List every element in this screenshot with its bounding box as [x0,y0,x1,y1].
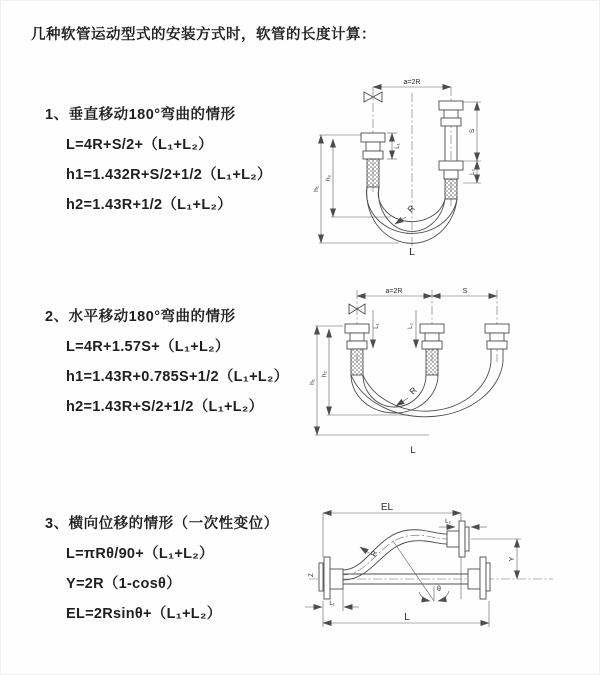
section-vertical-180 [45,103,272,220]
fitting [361,133,385,142]
diagram-vertical-180-u-bend [311,71,536,267]
diagram-horizontal-180-u-bend [309,282,549,462]
dim-label-a2r: a=2R [385,288,403,295]
braided-hose-section [367,159,379,187]
formula-line: h2=1.43R+S/2+1/2（L₁+L₂） [66,399,264,415]
braided-hose-section [351,349,363,375]
dim-label-h2: h₂ [321,370,328,378]
formula-line: Y=2R（1-cosθ） [66,576,181,592]
section-1-heading: 1、垂直移动180°弯曲的情形 [45,107,236,123]
fitting [363,151,383,159]
hose-wall [378,187,445,222]
section-2-heading: 2、水平移动180°弯曲的情形 [45,309,236,325]
section-horizontal-180 [45,305,289,422]
flange [459,521,465,557]
angle-label: θ [437,586,441,593]
flange [324,557,330,599]
hose-centerline [343,535,447,575]
length-label: L [410,445,416,456]
fitting [485,324,509,333]
dim-label-l2: L₂ [408,323,414,329]
flange-hub [447,531,459,547]
fitting [439,161,463,170]
fitting [487,341,507,349]
angle-arc [419,592,430,601]
dim-label-s: S [469,128,476,134]
formula-line: h2=1.43R+1/2（L₁+L₂） [66,197,233,213]
radius-label: R [407,385,419,397]
fitting [422,341,442,349]
dim-label-a2r: a=2R [403,79,421,86]
braided-hose-section [426,349,438,375]
dim-label-s: S [462,288,468,295]
fitting [444,170,458,179]
fitting [425,333,439,341]
formula-line: L=4R+S/2+（L₁+L₂） [66,137,213,153]
radius-label: R [368,549,380,558]
flange-hub [468,569,480,589]
fitting [347,341,367,349]
construction-line [393,541,434,601]
dim-label-l: L [404,612,410,623]
length-label: L [409,246,415,258]
dim-label-l2: L₂ [445,519,451,525]
fitting [345,324,369,333]
flange [486,563,490,591]
page-title: 几种软管运动型式的安装方式时，软管的长度计算： [31,27,376,43]
hose-wall-displaced [343,530,447,570]
fitting [420,324,444,333]
formula-line: L=4R+1.57S+（L₁+L₂） [66,339,230,355]
braided-hose-section [445,179,457,199]
fitting [441,118,461,126]
formula-line: h1=1.43R+0.785S+1/2（L₁+L₂） [66,369,289,385]
fitting [444,110,458,118]
formula-line: h1=1.432R+S/2+1/2（L₁+L₂） [66,167,272,183]
dim-label-l1: L₁ [329,601,335,607]
left-port-mark: Z [309,573,315,577]
formula-line: L=πRθ/90+（L₁+L₂） [66,546,214,562]
fitting [490,333,504,341]
radius-leader [360,547,369,553]
dim-label-h2: h₂ [325,174,332,182]
fitting [350,333,364,341]
flange-hub [330,569,343,589]
formula-line: EL=2Rsinθ+（L₁+L₂） [66,606,222,622]
dim-label-l1: L₁ [395,143,401,149]
radius-label: R [405,203,417,215]
section-lateral-displacement [45,512,279,629]
fitting [439,101,463,110]
section-3-heading: 3、横向位移的情形（一次性变位） [45,516,279,532]
dim-label-l2: L₂ [470,169,476,175]
fitting [366,142,380,151]
dim-label-h1: h₁ [313,186,320,192]
flange [480,557,486,599]
diagram-lateral-displacement [301,501,596,653]
flange [319,563,323,591]
dim-label-h1: h₁ [309,379,316,385]
dim-label-l1: L₁ [374,323,380,329]
dim-label-y: Y [509,556,516,562]
dim-label-el: EL [380,502,394,513]
flange [465,527,469,551]
